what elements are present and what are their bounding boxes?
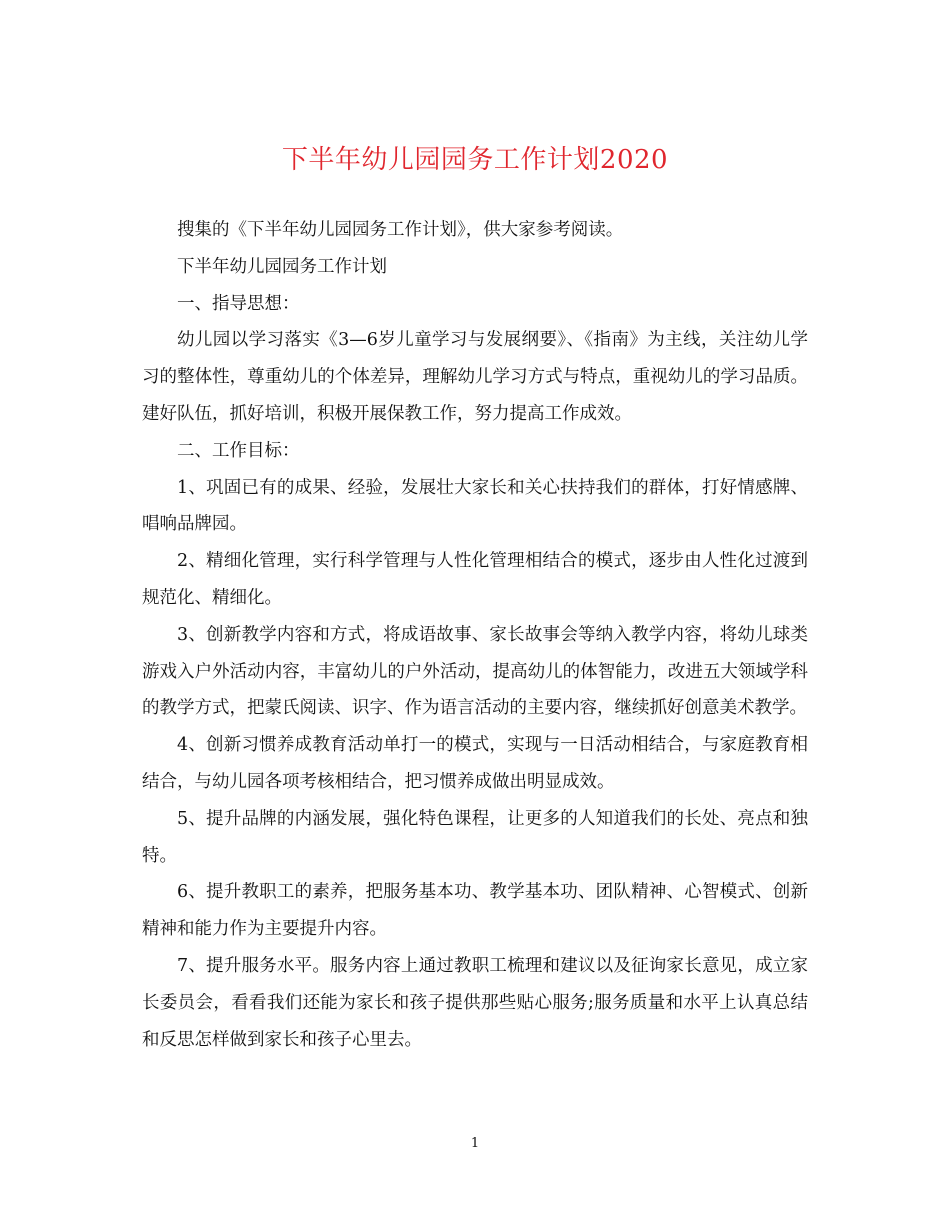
document-body [142,212,808,1058]
goal-item-6: 6、提升教职工的素养，把服务基本功、教学基本功、团队精神、心智模式、创新精神和能力作为主要提升内容。 [142,882,808,940]
goal-item-5: 5、提升品牌的内涵发展，强化特色课程，让更多的人知道我们的长处、亮点和独特。 [142,808,808,866]
goal-item-7: 7、提升服务水平。服务内容上通过教职工梳理和建议以及征询家长意见，成立家长委员会，看看我们还能为家长和孩子提供那些贴心服务;服务质量和水平上认真总结和反思怎样做到家长和孩子心里去。 [142,955,808,1050]
page-number: 1 [470,1136,480,1151]
subtitle-paragraph: 下半年幼儿园园务工作计划 [177,256,387,277]
section-heading-work-goals: 二、工作目标： [177,440,300,461]
guiding-ideology-paragraph: 幼儿园以学习落实《3—6岁儿童学习与发展纲要》、《指南》为主线，关注幼儿学习的整体性，尊重幼儿的个体差异，理解幼儿学习方式与特点，重视幼儿的学习品质。建好队伍，抓好培训，积极开展保教工作，努力提高工作成效。 [142,330,808,424]
document-title: 下半年幼儿园园务工作计划2020 [281,145,669,175]
goal-item-3: 3、创新教学内容和方式，将成语故事、家长故事会等纳入教学内容，将幼儿球类游戏入户外活动内容，丰富幼儿的户外活动，提高幼儿的体智能力，改进五大领域学科的教学方式，把蒙氏阅读、识字、作为语言活动的主要内容，继续抓好创意美术教学。 [142,624,808,719]
intro-paragraph: 搜集的《下半年幼儿园园务工作计划》，供大家参考阅读。 [177,220,624,240]
goal-item-4: 4、创新习惯养成教育活动单打一的模式，实现与一日活动相结合，与家庭教育相结合，与幼儿园各项考核相结合，把习惯养成做出明显成效。 [142,735,808,792]
section-heading-guiding-ideology: 一、指导思想： [177,293,300,314]
goal-item-2: 2、精细化管理，实行科学管理与人性化管理相结合的模式，逐步由人性化过渡到规范化、精细化。 [142,551,808,608]
goal-item-1: 1、巩固已有的成果、经验，发展壮大家长和关心扶持我们的群体，打好情感牌、唱响品牌园。 [142,477,808,535]
